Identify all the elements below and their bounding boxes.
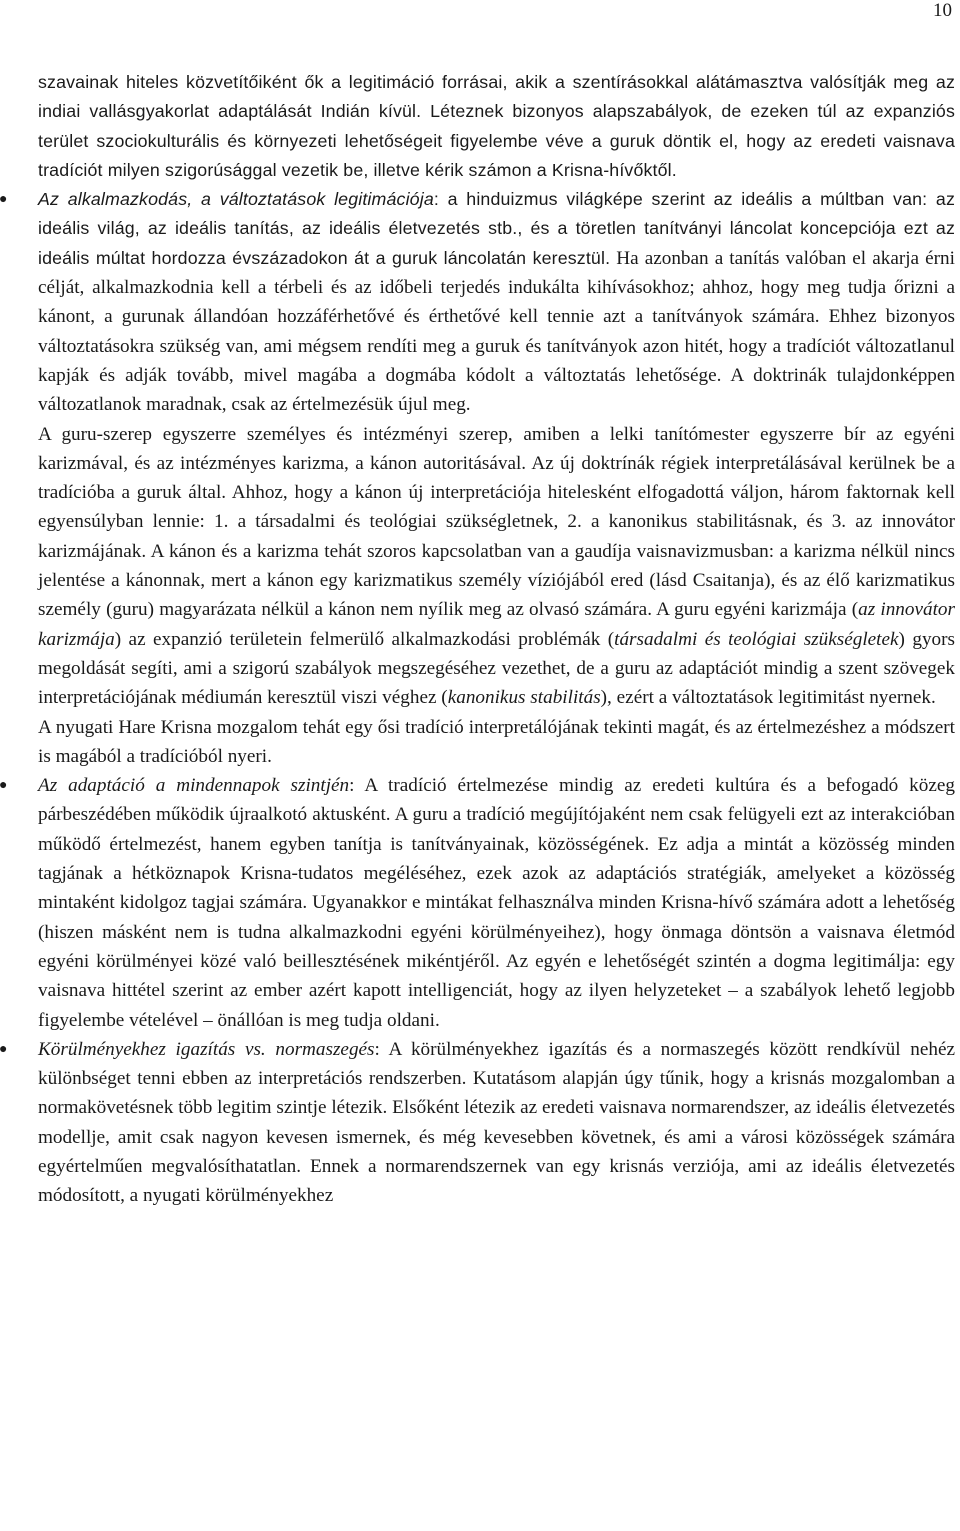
item3-heading: Körülményekhez igazítás vs. normaszegés xyxy=(38,1038,375,1060)
item2-heading: Az adaptáció a mindennapok szintjén xyxy=(38,775,350,797)
item1-p2-emphasis-2: társadalmi és teológiai szükségletek xyxy=(614,628,899,650)
item1-p2-emphasis-3: kanonikus stabilitás xyxy=(447,687,601,709)
item1-paragraph-2 xyxy=(38,420,955,713)
item1-p2-text-c: ) gyors megoldását segíti, ami a szigorú szabályok megszegéséhez vezethet, de a guru az adaptációt mindig a szent szövegek interpretációjának médiumán keresztül viszi véghez ( xyxy=(38,628,955,709)
item1-lead: : a hinduizmus világképe szerint az ideális a múltban van: az ideális világ, az ideális tanítás, az ideális életvezetés stb., és a töretlen tanítványi láncolat koncepciója ezt az ideális múltat hordozza évszázadokon át a guruk láncolatán keresztül. xyxy=(38,189,955,268)
list-item-adaptation-legitimacy xyxy=(38,185,955,771)
item1-paragraph-3: A nyugati Hare Krisna mozgalom tehát egy ősi tradíció interpretálójának tekinti magát, és az értelmezéshez a módszert is magából a tradícióból nyeri. xyxy=(38,716,955,767)
item3-paragraph xyxy=(38,1035,955,1211)
bullet-icon xyxy=(1,771,38,800)
page-number: 10 xyxy=(933,0,952,21)
item1-body: Ha azonban a tanítás valóban el akarja érni célját, alkalmazkodnia kell a térbeli és az időbeli terjedés indukálta kihívásokhoz; ahhoz, hogy meg tudja őrizni a kánont, a gurunak állandóan hozzáférhetővé és érthetővé kell tennie azt a tanítványok számára. Ehhez bizonyos változtatásokra szükség van, ami mégsem rendíti meg a guruk és tanítványok azon hitét, hogy a tradíciót változatlanul kapják és adják tovább, mivel magába a dogmába kódolt a változtatás lehetősége. A doktrinák tulajdonképpen változatlanok maradnak, csak az értelmezésük újul meg. xyxy=(38,247,955,416)
list-item-adjustment-vs-violation xyxy=(38,1035,955,1211)
item1-heading: Az alkalmazkodás, a változtatások legitimációja xyxy=(38,189,434,210)
item1-p2-text-a: A guru-szerep egyszerre személyes és intézményi szerep, amiben a lelki tanítómester egyszerre bír az egyéni karizmával, és az intézményes karizma, a kánon autoritásával. Az új doktrínák régiek interpretálásával kerülnek be a tradícióba a guruk által. Ahhoz, hogy a kánon új interpretációja hitelesként elfogadottá váljon, három faktornak kell egyensúlyban lennie: 1. a társadalmi és teológiai szükségletnek, 2. a kanonikus stabilitásnak, és 3. az innovátor karizmájának. A kánon és a karizma tehát szoros kapcsolatban van a gaudíja vaisnavizmusban: a karizma nélkül nincs jelentése a kánonnak, mert a kánon egy karizmatikus személy víziójából ered (lásd Csaitanja), és az élő karizmatikus személy (guru) magyarázata nélkül a kánon nem nyílik meg az olvasó számára. A guru egyéni karizmája ( xyxy=(38,423,955,621)
item2-body: : A tradíció értelmezése mindig az eredeti kultúra és a befogadó közeg párbeszédében működik újraalkotó aktusként. A guru a tradíció megújítójaként nem csak felügyeli ezt az interakcióban működő értelmezést, hanem egyben tanítja is tanítványainak, közösségének. Ez adja a mintát a közösség minden tagjának a hétköznapok Krisna-tudatos megéléséhez, ezek azok az adaptációs stratégiák, amelyeket a közösség mintaként kidolgoz tagjai számára. Ugyanakkor e mintákat felhasználva minden Krisna-hívő számára adott a lehetőség (hiszen másként nem is tudna alkalmazkodni egyéni körülményeihez), hogy önmaga döntsön a vaisnava életmód egyéni körülményei közé való beillesztésének mikéntjéről. Az egyén e lehetőségét szintén a dogma legitimálja: egy vaisnava hittétel szerint az ember azért kapott intelligenciát, hogy az ilyen helyzeteket – a szabályok lehető legjobb figyelembe vételével – önállóan is meg tudja oldani. xyxy=(38,775,955,1031)
bullet-icon xyxy=(1,185,38,214)
item1-p2-text-b: ) az expanzió területein felmerülő alkalmazkodási problémák ( xyxy=(114,628,615,650)
item3-body: : A körülményekhez igazítás és a normaszegés között rendkívül nehéz különbséget tenni ebben az interpretációs rendszerben. Kutatásom alapján úgy tűnik, hogy a krisnás mozgalomban a normakövetésnek több legitim szintje létezik. Elsőként létezik az eredeti vaisnava normarendszer, az ideális életvezetés modellje, amit csak nagyon kevesen ismernek, és még kevesebben követnek, és ami a városi közösségek számára egyértelműen megvalósíthatatlan. Ennek a normarendszernek van egy krisnás verziója, ami az ideális életvezetés módosított, a nyugati körülményekhez xyxy=(38,1038,955,1207)
item1-p2-emphasis-1: az innovátor karizmája xyxy=(38,599,955,650)
item2-paragraph xyxy=(38,771,955,1035)
document-body xyxy=(38,68,955,1211)
bullet-icon xyxy=(1,1035,38,1064)
item1-paragraph xyxy=(38,185,955,419)
item1-p2-text-d: ), ezért a változtatások legitimitást nyernek. xyxy=(600,687,936,709)
list-item-everyday-adaptation xyxy=(38,771,955,1035)
intro-paragraph: szavainak hiteles közvetítőiként ők a legitimáció forrásai, akik a szentírásokkal alátámasztva valósítják meg az indiai vallásgyakorlat adaptálását Indián kívül. Léteznek bizonyos alapszabályok, de ezeken túl az expanziós terület szociokulturális és környezeti lehetőségeit figyelembe véve a guruk döntik el, hogy az eredeti vaisnava tradíciót milyen szigorúsággal vezetik be, illetve kérik számon a Krisna-hívőktől. xyxy=(38,72,955,180)
